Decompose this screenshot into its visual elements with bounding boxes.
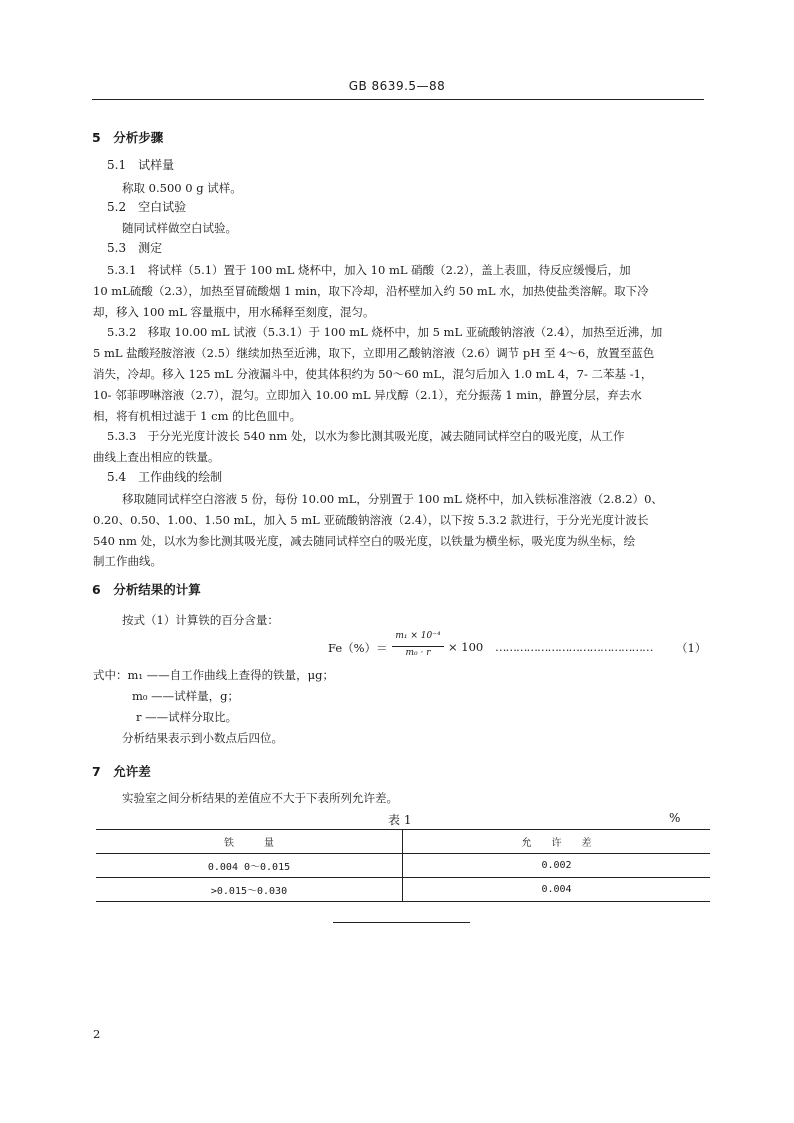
clause-5-4-line: 移取随同试样空白溶液 5 份，每份 10.00 mL，分别置于 100 mL 烧杯中，加入铁标准溶液（2.8.2）0、 bbox=[122, 492, 663, 506]
column-header-tolerance: 允 许 差 bbox=[521, 838, 592, 849]
fraction-bar bbox=[392, 646, 444, 647]
clause-5-2-text: 随同试样做空白试验。 bbox=[122, 221, 237, 235]
clause-5-4-line: 540 nm 处，以水为参比测其吸光度，减去随同试样空白的吸光度，以铁量为横坐标，吸光度为纵坐标，绘 bbox=[93, 534, 636, 548]
clause-5-3-1-line: 10 mL硫酸（2.3），加热至冒硫酸烟 1 min，取下冷却，沿杯壁加入约 50 mL 水，加热使盐类溶解。取下冷 bbox=[93, 284, 649, 298]
clause-5-3-2-line: 5 mL 盐酸羟胺溶液（2.5）继续加热至近沸，取下，立即用乙酸钠溶液（2.6）调节 pH 至 4～6，放置至蓝色 bbox=[93, 346, 655, 360]
formula-lhs: Fe（%）＝ bbox=[328, 641, 388, 655]
clause-5-3-2-line: 消失，冷却。移入 125 mL 分液漏斗中，使其体积约为 50～60 mL，混匀后加入 1.0 mL 4，7- 二苯基 -1， bbox=[93, 367, 653, 381]
table-cell: 0.002 bbox=[541, 860, 572, 871]
formula-where-2: m₀ ——试样量，g； bbox=[132, 689, 240, 703]
formula-leader-dots: ……………………………………… bbox=[495, 640, 653, 654]
formula-where-3: r ——试样分取比。 bbox=[136, 710, 238, 724]
column-header-iron: 铁 量 bbox=[96, 830, 403, 854]
formula-number: （1） bbox=[676, 641, 707, 655]
clause-5-4-line: 0.20、0.50、1.00、1.50 mL，加入 5 mL 亚硫酸钠溶液（2.4），以下按 5.3.2 款进行，于分光光度计波长 bbox=[93, 513, 649, 527]
clause-5-1-text: 称取 0.500 0 g 试样。 bbox=[122, 181, 242, 195]
clause-5-3-3-line: 曲线上查出相应的铁量。 bbox=[93, 450, 220, 464]
section-5-title: 5 分析步骤 bbox=[92, 130, 164, 145]
clause-5-3-2-line: 5.3.2 移取 10.00 mL 试液（5.3.1）于 100 mL 烧杯中，加 5 mL 亚硫酸钠溶液（2.4），加热至近沸，加 bbox=[107, 325, 663, 339]
clause-5-3-1-line: 5.3.1 将试样（5.1）置于 100 mL 烧杯中，加入 10 mL 硝酸（2.2），盖上表皿，待反应缓慢后，加 bbox=[107, 263, 631, 277]
formula-denominator: m₀ · r bbox=[405, 648, 431, 658]
standard-header: GB 8639.5—88 bbox=[348, 79, 446, 93]
table-row bbox=[96, 878, 710, 902]
formula-rhs: × 100 bbox=[448, 640, 484, 654]
tolerance-text: 实验室之间分析结果的差值应不大于下表所列允许差。 bbox=[122, 791, 398, 805]
formula-numerator: m₁ × 10⁻⁴ bbox=[395, 631, 441, 641]
table-header-row bbox=[96, 830, 710, 854]
table-caption: 表 1 bbox=[388, 813, 412, 827]
section-6-title: 6 分析结果的计算 bbox=[92, 582, 201, 597]
table-cell: 0.004 0～0.015 bbox=[96, 854, 403, 878]
clause-5-3-title: 5.3 测定 bbox=[107, 241, 163, 255]
header-rule bbox=[92, 99, 704, 100]
section-7-title: 7 允许差 bbox=[92, 764, 151, 779]
clause-5-2-title: 5.2 空白试验 bbox=[107, 200, 187, 214]
table-unit: % bbox=[669, 811, 681, 825]
page-number: 2 bbox=[93, 1027, 101, 1041]
clause-5-3-3-line: 5.3.3 于分光光度计波长 540 nm 处，以水为参比测其吸光度，减去随同试样空白的吸光度，从工作 bbox=[107, 429, 625, 443]
tolerance-table bbox=[96, 829, 710, 902]
clause-5-4-line: 制工作曲线。 bbox=[93, 554, 162, 568]
clause-5-1-title: 5.1 试样量 bbox=[107, 158, 175, 172]
table-cell: 0.004 bbox=[541, 884, 572, 895]
end-rule bbox=[333, 922, 470, 923]
table-cell: >0.015～0.030 bbox=[96, 878, 403, 902]
clause-5-3-1-line: 却，移入 100 mL 容量瓶中，用水稀释至刻度，混匀。 bbox=[93, 305, 375, 319]
clause-5-4-title: 5.4 工作曲线的绘制 bbox=[107, 470, 223, 484]
result-precision-note: 分析结果表示到小数点后四位。 bbox=[122, 731, 283, 745]
formula-intro: 按式（1）计算铁的百分含量： bbox=[122, 613, 279, 627]
clause-5-3-2-line: 10- 邻菲啰啉溶液（2.7），混匀。立即加入 10.00 mL 异戊醇（2.1），充分振荡 1 min，静置分层，弃去水 bbox=[93, 388, 642, 402]
table-row bbox=[96, 854, 710, 878]
formula-where-1: 式中：m₁ ——自工作曲线上查得的铁量，μg； bbox=[93, 668, 335, 682]
clause-5-3-2-line: 相，将有机相过滤于 1 cm 的比色皿中。 bbox=[93, 409, 302, 423]
